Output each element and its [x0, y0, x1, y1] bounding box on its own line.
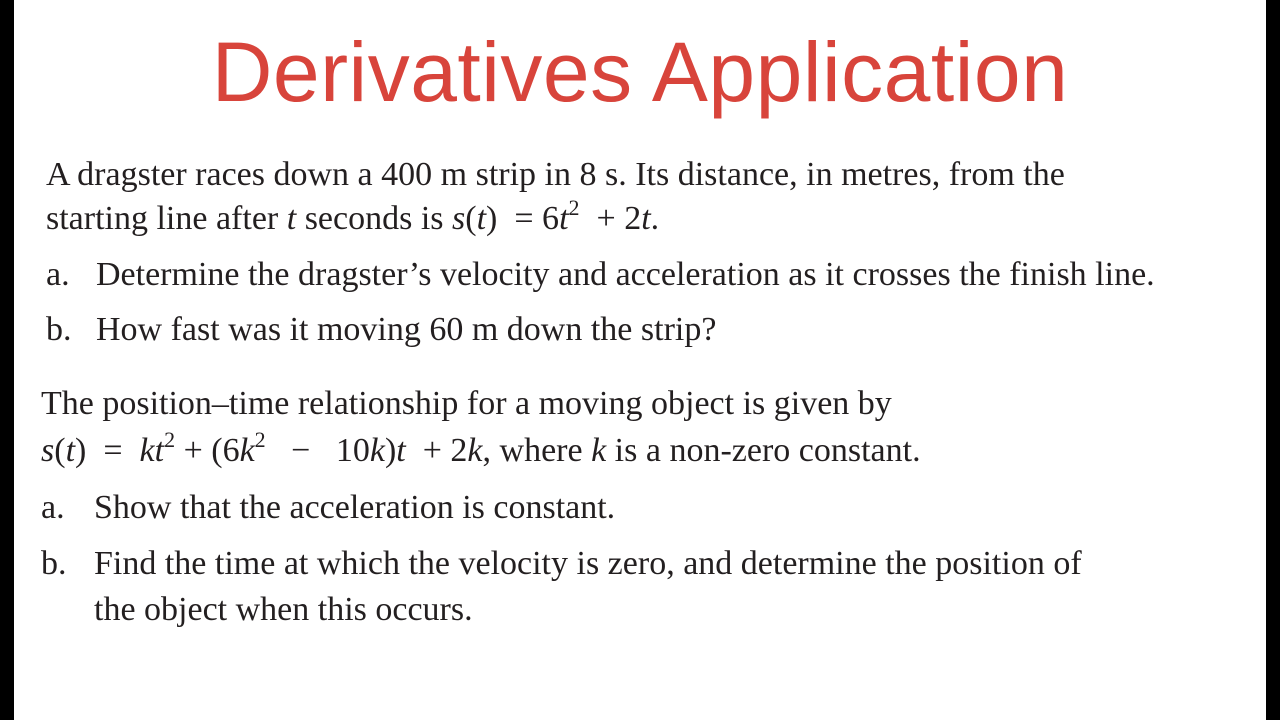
problem2-part-b-label: b. [41, 545, 67, 582]
formula-t2: t [559, 200, 569, 237]
p2-k3: k [369, 432, 385, 469]
p2-k5: k [591, 432, 607, 469]
p2-10: 10 [335, 432, 370, 469]
formula-t3: t [641, 200, 651, 237]
p2-t1: t [154, 432, 165, 469]
formula-s: s [452, 200, 466, 237]
formula-period: . [650, 200, 660, 237]
p2-rest: is a non-zero constant. [614, 432, 921, 469]
problem1-part-a-text: Determine the dragster’s velocity and acceleration as it crosses the finish line. [96, 256, 1155, 293]
page [14, 0, 1266, 720]
p2-k1: k [139, 432, 155, 469]
problem2-part-a-text: Show that the acceleration is constant. [94, 489, 616, 526]
problem1-intro-mid: seconds is [304, 200, 444, 237]
problem2-part-b-text-line2: the object when this occurs. [94, 591, 473, 628]
p2-minus: − [291, 432, 311, 469]
formula-exp: 2 [568, 195, 580, 220]
problem1-part-a-label: a. [46, 256, 70, 293]
problem2-intro-line1: The position–time relationship for a moving object is given by [41, 385, 892, 422]
problem1-part-b-label: b. [46, 311, 72, 348]
problem1-intro-line1: A dragster races down a 400 m strip in 8 s. Its distance, in metres, from the [46, 156, 1065, 193]
formula-paren-open: ( [465, 200, 477, 237]
p2-where: , where [482, 432, 583, 469]
p2-plus1: + (6 [183, 432, 240, 469]
problem1-formula [452, 195, 660, 237]
p2-close: ) [384, 432, 397, 469]
p2-s: s [41, 432, 55, 469]
p2-k2: k [239, 432, 255, 469]
p2-eq: = [103, 432, 123, 469]
problem1-var-t: t [286, 200, 297, 237]
formula-eq: = 6 [514, 200, 560, 237]
page-title: Derivatives Application [211, 25, 1069, 119]
p2-exp2: 2 [254, 427, 266, 452]
p2-t2: t [396, 432, 406, 469]
problem2-part-b-text-line1: Find the time at which the velocity is zero, and determine the position of [94, 545, 1082, 582]
problem1-intro-line2 [46, 195, 660, 238]
problem2-formula-line: $s(t) = kt^2 + (6k^2$ − 10k)t + 2k, where k is a non-zero constant. [41, 427, 921, 469]
formula-t: t [476, 200, 487, 237]
formula-tail: + 2 [596, 200, 642, 237]
p2-t: t [65, 432, 76, 469]
problem1-intro-prefix: starting line after [46, 200, 279, 237]
problem2-part-a-label: a. [41, 489, 65, 526]
p2-exp1: 2 [164, 427, 176, 452]
formula-paren-close: ) [486, 200, 498, 237]
p2-k4: k [467, 432, 483, 469]
problem1-part-b-text: How fast was it moving 60 m down the strip? [96, 311, 717, 348]
p2-plus2: + 2 [422, 432, 468, 469]
